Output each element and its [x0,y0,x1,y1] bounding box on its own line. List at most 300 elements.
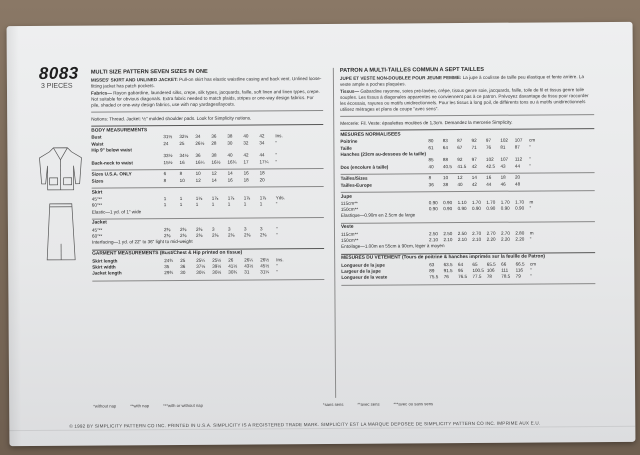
table-cell: 2.10 [457,236,467,242]
table-cell: 80 [428,138,434,144]
table-cell: 1 [163,202,167,208]
table-cell: 24 [163,140,169,146]
table-row [92,177,324,185]
veste-title: Veste [340,225,354,231]
table-cell: 1.70 [500,199,510,205]
table-cell: 10 [195,171,201,177]
table-cell: 18 [243,177,249,183]
veste-entoilage [341,242,595,250]
table-cell: 26½ [260,256,270,263]
skirt-yardage-table [92,195,324,209]
table-cell: 88 [442,157,449,163]
row-label: Hanches (23cm au-dessous de la taille) [340,151,426,157]
table-cell: 25¼ [196,257,206,263]
table-cell: 1 [163,195,167,201]
table-cell: 1.70 [515,199,525,205]
table-cell: 2⅜ [179,232,187,238]
row-label: Back-neck to waist [91,159,133,166]
table-cell: 1⅞ [211,195,219,201]
table-cell: 87 [514,144,520,150]
table-cell: 76 [485,144,492,150]
table-cell: 97 [485,138,492,144]
table-cell: 2⅜ [163,232,171,239]
table-cell: 67 [457,144,463,150]
table-cell: 66.5 [515,261,525,267]
sizes-table [92,170,324,184]
table-cell: 43 [500,163,506,169]
row-label: Longueur de la veste [341,274,388,281]
body-measurements-title: BODY MEASUREMENTS [91,128,148,134]
table-cell: 41½ [228,263,238,269]
row-label: 45"** [91,227,103,233]
table-cell: 3 [259,225,263,232]
pattern-envelope [7,22,636,446]
table-cell: 25 [179,140,185,146]
row-label: Longueur de la jupe [341,262,385,268]
table-cell: 1.10 [457,199,467,205]
table-cell: 63.5 [443,261,453,267]
french-desc-text: La jupe à coulisse de taille peu élastique et fente arrière. La veste ample a poches plaquées. [339,74,585,87]
row-label: Largeur de la jupe [341,268,381,274]
veste-entoilage-text: Entoilage—1.00m en 55cm à 90cm, léger à moyen [341,243,445,250]
table-cell: 61 [428,144,434,150]
table-cell: 85 [428,157,434,163]
pieces-count: 3 PIECES [40,82,73,90]
table-cell: 1 [243,201,247,207]
rule [91,110,323,112]
table-cell: 20 [259,177,265,183]
envelope-shadow [7,26,22,446]
table-cell: 0.90 [500,205,510,211]
table-cell: 32½ [179,134,189,140]
table-cell: 0.90 [471,206,481,212]
table-cell: 18 [500,175,506,181]
table-cell: 25½ [212,257,222,263]
row-unit: " [275,152,278,158]
table-cell: 24¾ [164,257,174,263]
fabrics-text: Rayon gabardine, laundered silks, crepe, silk types, jacquards, faille, soft linen and linen types, crepe. Not suitable for obvious diagonals. Extra fabric needed to match plaids, stripes or one-way design fabrics. For pile, shaded or one-way design fabrics, use with nap yardages/layouts. [91,88,320,108]
table-cell: 75.5 [429,274,439,280]
row-unit [276,177,290,183]
row-unit: " [529,236,532,242]
english-description [91,76,323,90]
table-row [92,269,324,277]
rule [341,283,595,285]
table-cell: 2.50 [428,230,438,236]
table-cell: 28 [211,140,217,146]
table-cell: 3 [243,226,247,232]
table-cell: 0.90 [486,205,496,212]
row-label: Bust [91,134,102,140]
table-cell: 0.90 [443,206,453,212]
table-cell: 97 [471,157,477,163]
table-cell: 35 [164,263,170,270]
table-cell: 107 [500,156,509,163]
table-cell: 40 [243,133,249,139]
table-cell: 16 [243,170,249,177]
row-label: Taille [340,145,352,151]
table-cell: 33½ [163,153,173,159]
table-cell: 8 [179,171,183,177]
row-values [164,202,276,209]
row-label: Tailles/Sizes [340,176,368,182]
table-cell: 89 [429,268,435,274]
row-unit: Ins. [276,256,284,262]
table-cell: 30 [227,140,233,146]
table-cell: 0.90 [515,205,525,211]
row-unit: " [529,144,531,150]
row-values [164,270,276,277]
skirt-title: Skirt [91,190,103,196]
table-cell: 38 [211,153,217,159]
table-cell: 106 [486,267,495,273]
row-unit: " [276,269,278,275]
jupe-elastique-text: Elastique—0.90m en 2.5cm de large [340,212,416,219]
table-cell: 15½ [163,159,173,165]
table-cell: 1 [195,202,199,208]
table-cell: 26 [228,257,234,263]
row-unit: Yds. [275,195,285,201]
row-unit: m [529,199,534,205]
table-cell: 32 [243,140,249,146]
table-cell: 2⅜ [259,232,267,238]
table-cell: 0.90 [428,206,438,212]
table-cell: 42 [259,133,265,139]
footnote: **with nap [130,403,150,409]
row-label: Skirt length [92,258,118,264]
table-cell: 2⅜ [179,226,187,232]
table-cell: 39½ [212,263,222,269]
table-cell: 43½ [244,263,254,269]
row-label: Poitrine [340,139,358,145]
table-cell: 44 [486,181,492,187]
table-cell: 30¼ [196,270,206,276]
rule [92,279,324,281]
row-label: Skirt width [92,264,116,270]
table-cell: 78.5 [501,273,511,279]
table-cell: 1 [179,195,183,201]
jacket-title: Jacket [91,220,107,226]
table-cell: 44 [259,152,265,158]
row-label: 60"** [91,233,103,239]
table-cell: 2.20 [515,236,525,242]
french-column [340,66,596,287]
row-label: 45"** [91,196,103,202]
row-values [164,177,276,184]
table-row [341,273,595,281]
table-cell: 2⅜ [211,232,219,238]
table-cell: 34 [195,134,201,140]
row-label: Hip 9" below waist [91,147,132,153]
row-unit: " [275,201,278,207]
table-cell: 42.5 [486,163,496,169]
footnote: ***with or without nap [163,402,203,409]
table-cell: 1⅛ [195,195,203,201]
row-values [429,274,530,281]
table-cell: 0.90 [457,206,467,212]
table-cell: 76 [443,274,449,280]
table-row [341,181,595,189]
garment-measurements-table [92,257,324,278]
table-cell: 17¼ [259,159,269,165]
table-cell: 1.70 [486,199,496,205]
table-cell: 2⅜ [227,232,235,238]
row-unit: " [275,225,278,231]
jacket-interfacing-text: Interfacing—1 yd. of 22" to 36" light to mid-weight [92,239,193,245]
table-cell: 1 [179,202,183,208]
table-cell: 83 [442,138,448,144]
row-label: Waist [91,141,104,147]
english-title: MISSES' SKIRT AND UNLINED JACKET: [90,76,178,83]
row-unit: " [530,273,532,279]
table-cell: 40 [428,163,434,169]
table-cell: 26¼ [244,257,254,263]
table-cell: 2.70 [486,230,496,236]
table-cell: 102 [500,137,508,144]
table-cell: 102 [486,157,494,163]
table-cell: 41.5 [457,163,467,169]
english-desc-text: Pull-on skirt has elastic waistline casing and back vent. Unlined loose-fitting jacket has patch pockets. [90,75,322,89]
table-cell: 6 [163,171,167,177]
table-cell: 34½ [179,153,189,159]
footnote: *sans sens [322,401,344,407]
english-headline: MULTI SIZE PATTERN SEVEN SIZES IN ONE [90,68,208,76]
table-cell: 65 [472,261,478,267]
row-label: 60"** [91,202,103,208]
table-cell: 92 [457,157,463,163]
table-row [341,163,595,171]
row-unit: cm [529,261,537,267]
table-cell: 81 [500,144,506,150]
table-cell: 0.90 [428,200,438,206]
tailles-table [341,175,595,189]
table-cell: 3 [211,226,215,232]
row-values [163,159,275,166]
table-cell: 16½ [211,159,221,165]
table-cell: 16 [227,177,233,183]
table-cell: 31 [244,269,250,275]
table-cell: 1.70 [471,199,481,205]
table-cell: 1 [259,201,263,207]
table-cell: 2⅜ [163,226,171,232]
table-cell: 20 [514,175,521,181]
french-title: JUPE ET VESTE NON-DOUBLEE POUR JEUNE FEMME: [339,75,462,81]
table-cell: 87 [457,138,463,144]
mesures-title: MESURES NORMALISEES [340,132,401,138]
table-cell: 76.5 [458,274,468,280]
table-cell: 100.5 [472,267,484,273]
garment-measurements-title: GARMENT MEASUREMENTS (Bust/Chest & Hip printed on tissue) [92,250,243,257]
table-cell: 42 [243,152,249,158]
row-values [429,206,530,213]
table-row [91,159,323,167]
row-unit: " [275,139,278,145]
row-label: Tailles-Europe [340,182,372,188]
row-label: Sizes [91,178,104,184]
table-cell: 2.20 [500,236,510,242]
table-cell: 2.10 [429,237,439,243]
table-cell: 29¾ [164,270,174,276]
table-cell: 30½ [212,269,222,276]
table-cell: 18 [259,170,265,176]
row-label: Dos (encolure à taille) [340,164,389,170]
english-column [91,68,324,283]
table-cell: 107 [514,137,523,143]
row-unit [529,181,543,187]
row-unit: Ins. [275,133,283,139]
table-cell: 25 [180,257,186,263]
table-cell: 14 [471,175,477,181]
table-cell: 2⅜ [195,232,203,238]
row-unit: " [529,267,532,273]
footnote: **avec sens [357,401,380,407]
notions-text: Notions: Thread. Jacket: ½" molded shoulder pads. Look for Simplicity notions. [91,115,252,122]
table-cell: 65.5 [486,261,496,267]
table-cell: 112 [514,156,523,162]
table-cell: 16¾ [227,159,237,165]
table-cell: 8 [428,175,432,181]
table-cell: 2.10 [443,236,453,243]
column-divider [333,68,336,398]
table-cell: 12 [457,175,463,181]
table-cell: 1⅞ [259,195,267,201]
row-unit: " [529,163,531,169]
table-cell: 64 [442,144,448,150]
row-label: Sizes U.S.A. ONLY [91,171,132,178]
table-cell: 14 [227,171,233,177]
table-cell: 77.5 [472,274,482,280]
body-measurements-table [91,133,323,166]
table-cell: 14 [211,177,217,183]
table-cell: 34 [259,140,265,146]
table-cell: 40 [457,181,463,187]
table-cell: 1⅞ [227,195,235,201]
table-cell: 71 [471,144,477,150]
table-cell: 31¼ [260,269,270,275]
row-unit: " [275,232,278,238]
table-cell: 78 [486,274,493,280]
table-cell: 12 [195,177,201,183]
tissus-text: Gabardine rayonne, soies pré-lavées, crêpe, tissus genre soie, jacquards, faille, toile de fil et tissus genre toile souples. Les tissus à diagonales apparentes ne conviennent pas à ce patron. Prévoyez davantage de tissu pour raccorder les écossais, rayures ou motifs unidirectionnels. Pour les tissus à long poil, de différents tons ou à motifs unidirectionnels utilisez métrages et plans de coupe "avec sens". [340,87,589,112]
table-cell: 44 [514,163,521,169]
row-unit: cm [529,137,536,143]
row-values [429,181,530,188]
rule [340,114,594,116]
table-cell: 30¾ [228,269,238,275]
jupe-title: Jupe [340,194,352,200]
english-fabrics [91,89,323,109]
pattern-number: 8083 [38,63,79,83]
row-label: 150cm** [341,237,359,243]
table-cell: 64 [457,261,464,267]
footnote: ***avec ou sans sens [393,401,434,407]
table-cell: 2.70 [500,230,510,236]
table-cell: 46 [500,181,506,187]
table-cell: 30 [180,270,186,276]
table-cell: 37½ [196,263,206,269]
row-unit: " [275,158,278,164]
table-cell: 2⅜ [195,226,203,232]
table-cell: 1 [227,201,231,207]
footnotes [93,400,593,408]
table-cell: 12 [211,171,217,177]
table-cell: 1⅞ [243,195,251,201]
table-cell: 16 [486,175,492,181]
row-label: 115cm** [340,200,358,206]
table-cell: 8 [163,177,167,183]
french-tissus [340,87,594,113]
table-cell: 42 [471,181,477,187]
vetement-title: MESURES DU VETEMENT (Tours de poitrine & hanches imprimés sur la feuille de Patron) [341,254,546,262]
jacket-yardage-table [92,226,324,240]
french-headline: PATRON A MULTI-TAILLES COMMUN A SEPT TAILLES [339,66,484,74]
table-cell: 2.50 [457,230,467,236]
table-cell: 10 [179,177,185,183]
table-cell: 40 [227,152,233,158]
row-unit: " [276,263,278,269]
skirt-elastic [92,207,324,215]
table-cell: 0.90 [443,199,453,205]
table-cell: 42 [471,163,477,169]
table-cell: 48 [514,181,521,187]
table-cell: 1 [211,201,215,207]
table-cell: 2.50 [443,230,453,236]
table-cell: 2⅜ [243,232,251,238]
table-cell: 16 [179,159,185,165]
table-cell: 92 [471,138,477,144]
table-cell: 36 [180,263,186,269]
table-cell: 2.20 [486,236,496,242]
table-cell: 38 [227,133,233,139]
tissus-label: Tissus— [339,88,360,94]
table-cell: 116 [515,267,523,273]
row-label: Jacket length [92,270,122,276]
row-label: 115cm** [340,231,359,237]
garment-sketch [37,144,84,264]
mercerie-text: Mercerie: Fil. Veste: épaulettes moulées de 1,3cm. Demandez la mercerie Simplicity. [340,119,513,127]
row-unit: " [529,156,531,162]
fabrics-label: Fabrics— [90,90,112,96]
table-cell: 36 [195,153,201,159]
row-unit: m [529,230,534,236]
footnote: *without nap [93,403,117,409]
table-cell: 2.10 [472,236,482,242]
table-cell: 36 [428,181,434,188]
table-cell: 40.5 [442,163,452,169]
table-cell: 91.5 [443,267,453,274]
table-cell: 45½ [260,263,270,269]
table-cell: 10 [442,175,449,181]
table-cell: 36 [211,134,217,140]
table-cell: 79 [515,273,521,279]
table-cell: 66 [501,261,507,267]
table-cell: 63 [429,261,435,267]
vetement-table [341,261,595,282]
table-cell: 3 [227,226,231,232]
table-cell: 2.70 [472,230,482,236]
row-label: 150cm** [340,206,359,213]
jacket-interfacing [92,238,324,246]
table-cell: 26½ [195,140,205,146]
skirt-elastic-text: Elastic—1 yd. of 1" wide [91,208,142,215]
jupe-elastique [341,212,595,220]
row-unit: " [529,205,532,211]
french-description [340,74,594,88]
table-cell: 17 [243,159,249,165]
table-cell: 2.80 [515,230,525,236]
table-cell: 111 [501,267,509,273]
table-cell: 38 [443,181,449,187]
